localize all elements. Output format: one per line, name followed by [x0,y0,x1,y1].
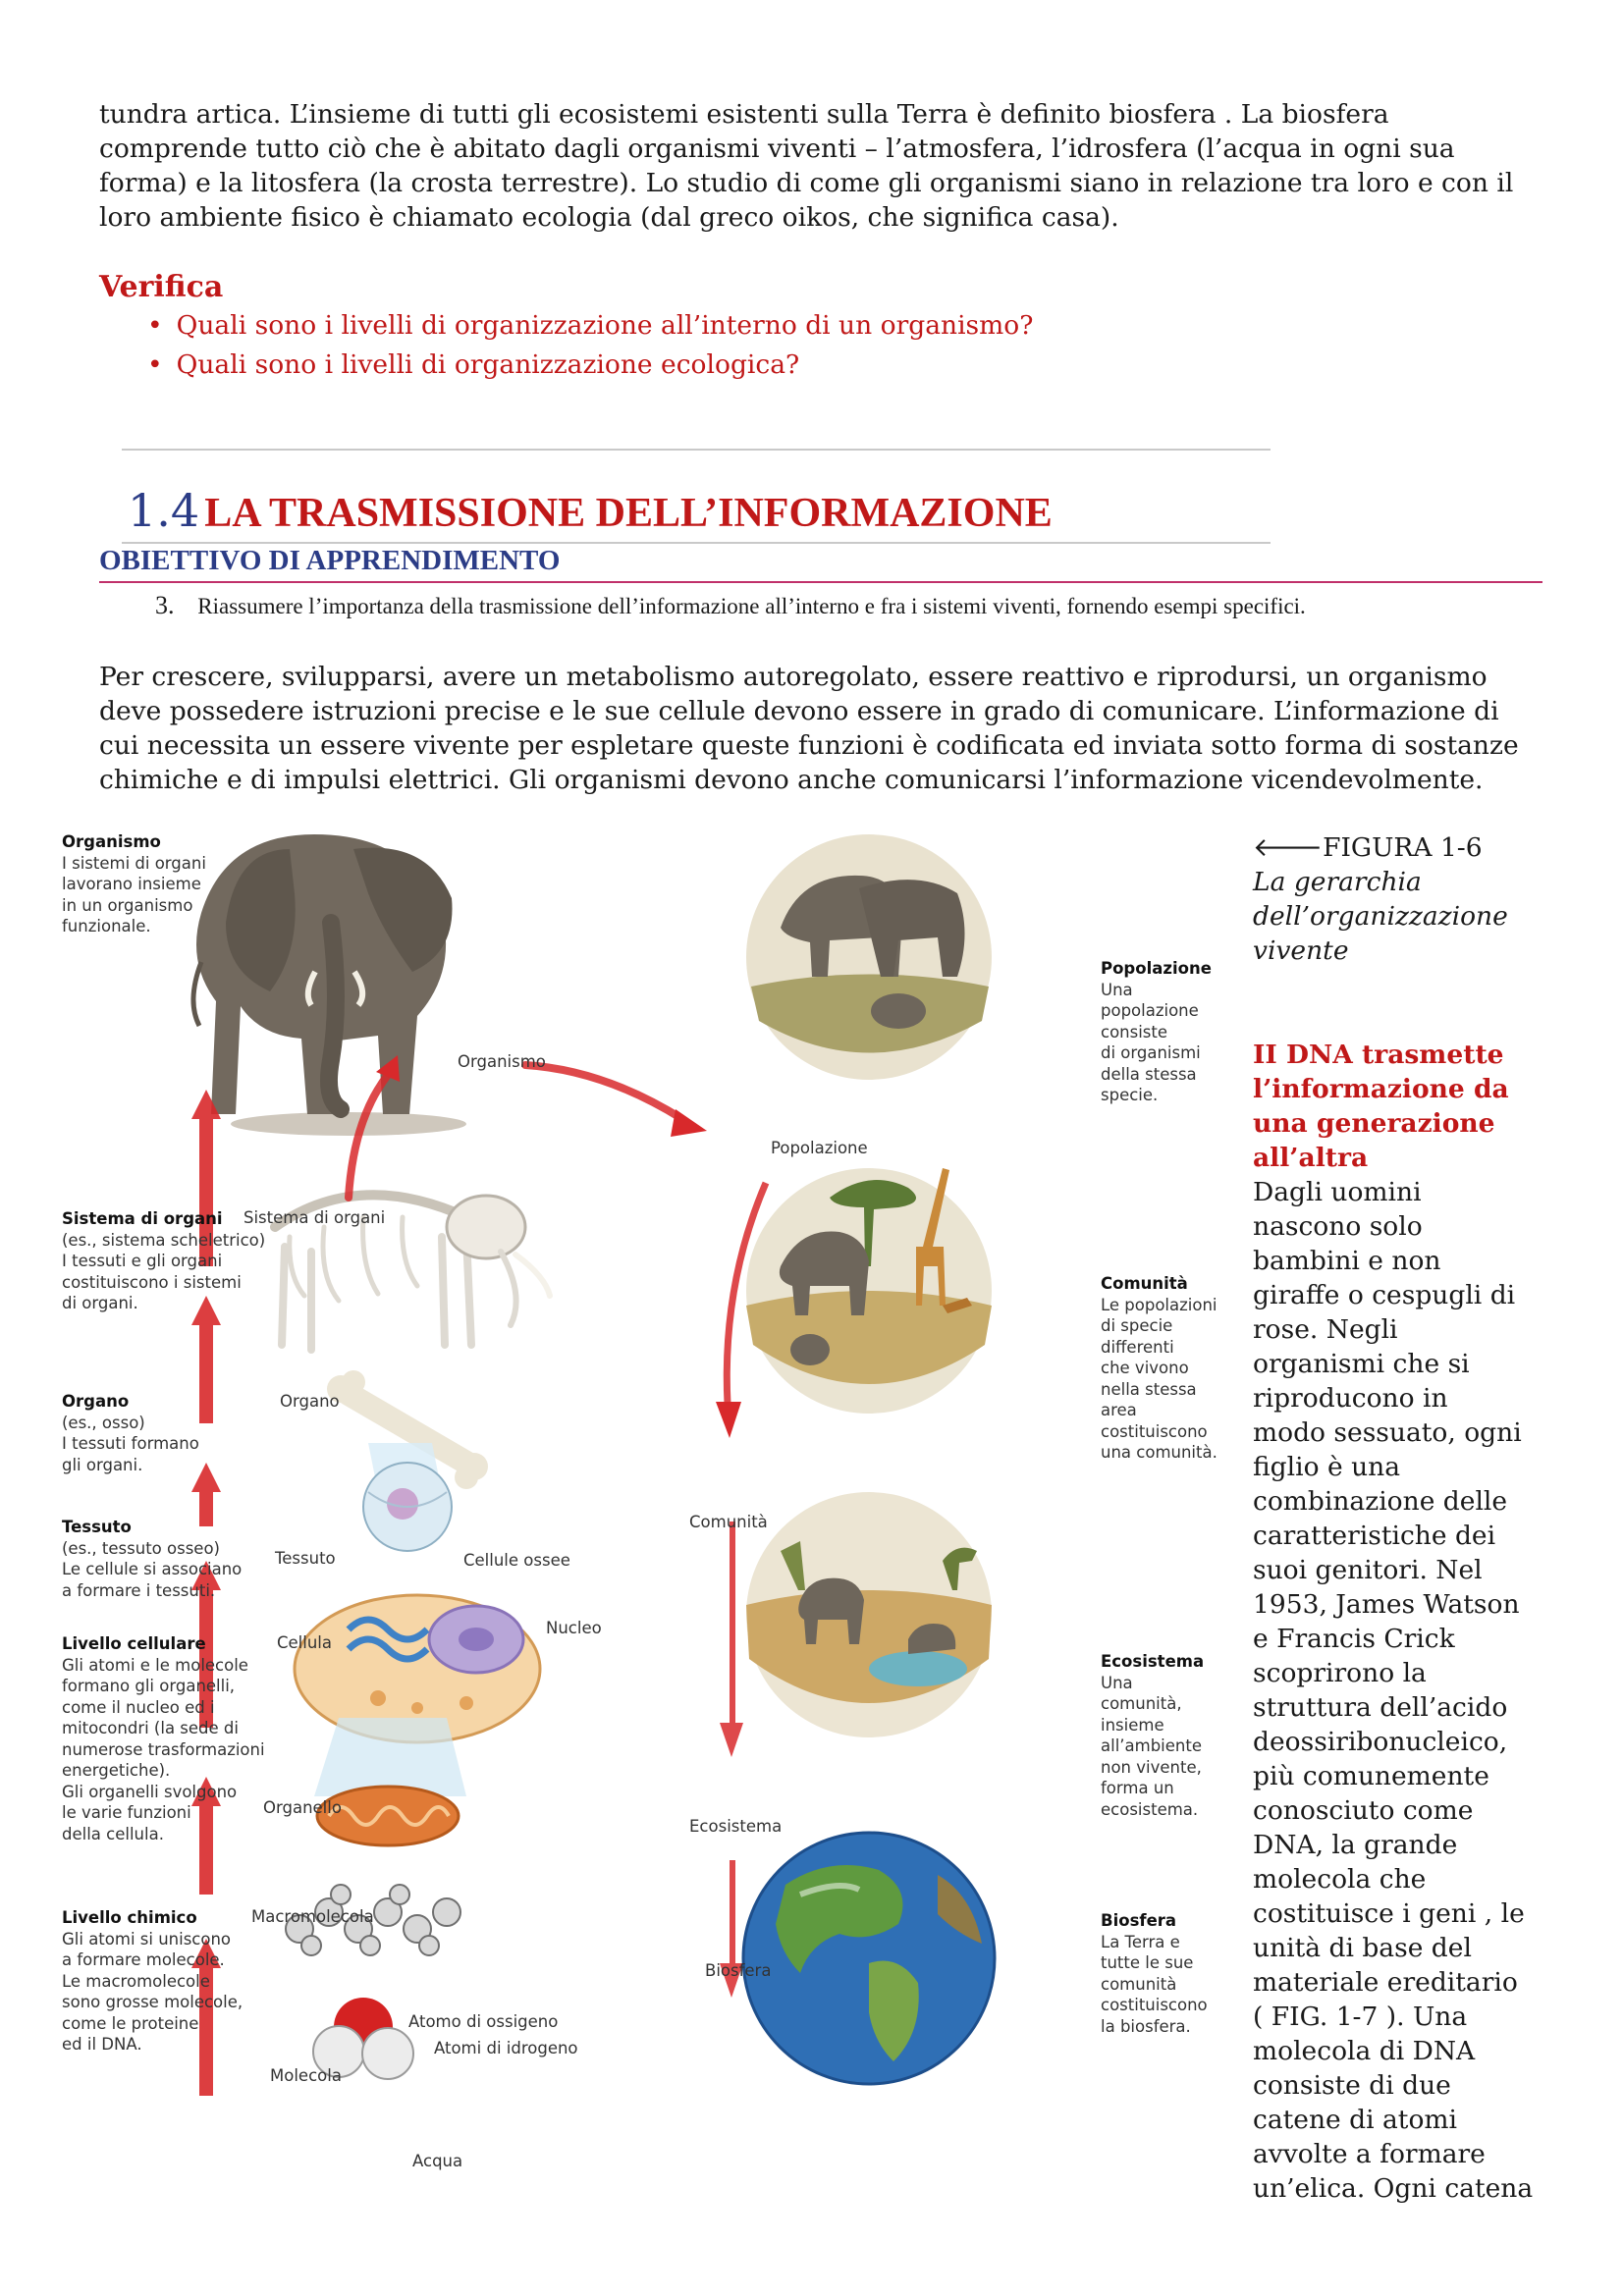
section-number: 1.4 [128,484,200,537]
tag-organismo: Organismo [458,1052,546,1071]
check-questions [147,306,1033,385]
section-heading [128,484,1053,537]
label-popolazione: Popolazione Una popolazione consiste di organismi della stessa specie. [1101,959,1212,1104]
label-comunita: Comunità Le popolazioni di specie differenti che vivono nella stessa area costituiscono una comunità. [1101,1274,1217,1462]
body-paragraph [99,660,1552,797]
text-line: deve possedere istruzioni precise e le sue cellule devono essere in grado di comunicare. L’informazione di [99,696,1499,726]
tag-popolazione: Popolazione [771,1139,868,1157]
tag-tessuto: Tessuto [275,1549,336,1568]
caption-line: dell’organizzazione [1253,901,1508,932]
tag-ecosistema: Ecosistema [689,1817,783,1836]
objective-text: Riassumere l’importanza della trasmissione dell’informazione all’interno e fra i sistemi viventi, fornendo esempi specifici. [197,594,1306,618]
text-line: loro ambiente fisico è chiamato ecologia (dal greco oikos, che significa casa). [99,202,1119,233]
section-title: LA TRASMISSIONE DELL’INFORMAZIONE [204,491,1053,536]
text-line: cui necessita un essere vivente per espletare queste funzioni è codificata ed inviata sotto forma di sostanze [99,730,1519,761]
tag-comunita: Comunità [689,1513,768,1531]
tag-cellula: Cellula [277,1633,332,1652]
tag-cellule-ossee: Cellule ossee [463,1551,570,1570]
objective-item [155,591,1306,620]
divider [122,542,1271,544]
label-sistema-organi: Sistema di organi (es., sistema scheletrico) I tessuti e gli organi costituiscono i sistemi di organi. [62,1209,266,1312]
sidebar-text [1253,1038,1616,2206]
objective-heading: OBIETTIVO DI APPRENDIMENTO [99,545,561,576]
population-circle [746,834,992,1080]
text-line: chimiche e di impulsi elettrici. Gli organismi devono anche comunicarsi l’informazione vicendevolmente. [99,765,1484,795]
tag-macromolecola: Macromolecola [251,1907,374,1926]
label-ecosistema: Ecosistema Una comunità, insieme all’ambiente non vivente, forma un ecosistema. [1101,1652,1205,1819]
check-title: Verifica [99,270,224,304]
tag-biosfera: Biosfera [705,1961,772,1980]
caption-line: La gerarchia [1253,867,1422,897]
tag-nucleo: Nucleo [546,1619,602,1637]
figure-caption [1253,830,1606,968]
text-line: Per crescere, svilupparsi, avere un metabolismo autoregolato, essere reattivo e riprodursi, un organismo [99,662,1488,692]
tag-atomi-idrogeno: Atomi di idrogeno [434,2039,578,2057]
intro-paragraph [99,97,1552,235]
divider [122,449,1271,451]
tag-atomo-ossigeno: Atomo di ossigeno [408,2012,559,2031]
community-circle [746,1168,992,1414]
label-biosfera: Biosfera La Terra e tutte le sue comunità costituiscono la biosfera. [1101,1911,1208,2036]
check-question: • Quali sono i livelli di organizzazione all’interno di un organismo? [147,306,1033,346]
caption-line: vivente [1253,935,1349,966]
sidebar-heading: II DNA trasmette l’informazione da una generazione all’altra [1253,1040,1509,1173]
label-organo: Organo (es., osso) I tessuti formano gli organi. [62,1392,199,1474]
label-organismo: Organismo I sistemi di organi lavorano insieme in un organismo funzionale. [62,832,206,935]
arrow-left-icon: 🡐 [1253,832,1324,863]
label-livello-cellulare: Livello cellulare Gli atomi e le molecole formano gli organelli, come il nucleo ed i mitocondri (la sede di numerose trasformazioni energetiche). Gli organelli svolgono le varie funzioni della cellula. [62,1634,265,1843]
text-line: tundra artica. L’insieme di tutti gli ecosistemi esistenti sulla Terra è definito biosfera . La biosfera [99,99,1389,130]
biosphere-globe [743,1833,995,2084]
tag-organo: Organo [280,1392,340,1411]
text-line: comprende tutto ciò che è abitato dagli organismi viventi – l’atmosfera, l’idrosfera (l’acqua in ogni sua [99,133,1455,164]
sidebar-paragraph: Dagli uomini nascono solo bambini e non giraffe o cespugli di rose. Negli organismi che si riproducono in modo sessuato, ogni figlio è una combinazione delle caratteristiche dei suoi genitori. Nel 1953, James Watson e Francis Crick scoprirono la struttura dell’acido deossiribonucleico, più comunemente conosciuto come DNA, la grande molecola che costituisce i geni , le unità di base del materiale ereditario ( FIG. 1-7 ). Una molecola di DNA consiste di due catene di atomi avvolte a formare un’elica. Ogni catena [1253,1177,1534,2204]
zoom-cone [314,1718,466,1796]
check-question: • Quali sono i livelli di organizzazione ecologica? [147,346,1033,385]
tag-organello: Organello [263,1798,342,1817]
figure-ref: 🡐FIGURA 1-6 [1253,832,1483,863]
text-line: forma) e la litosfera (la crosta terrestre). Lo studio di come gli organismi siano in relazione tra loro e con il [99,168,1514,198]
label-livello-chimico: Livello chimico Gli atomi si uniscono a formare molecole. Le macromolecole sono grosse molecole, come le proteine ed il DNA. [62,1908,243,2054]
tag-molecola: Molecola [270,2066,342,2085]
tag-acqua: Acqua [412,2152,463,2170]
label-tessuto: Tessuto (es., tessuto osseo) Le cellule si associano a formare i tessuti. [62,1518,243,1600]
objective-rule [99,581,1542,583]
tag-sistema-organi: Sistema di organi [243,1208,386,1227]
objective-number: 3. [155,591,175,619]
ecosystem-circle [746,1492,992,1737]
